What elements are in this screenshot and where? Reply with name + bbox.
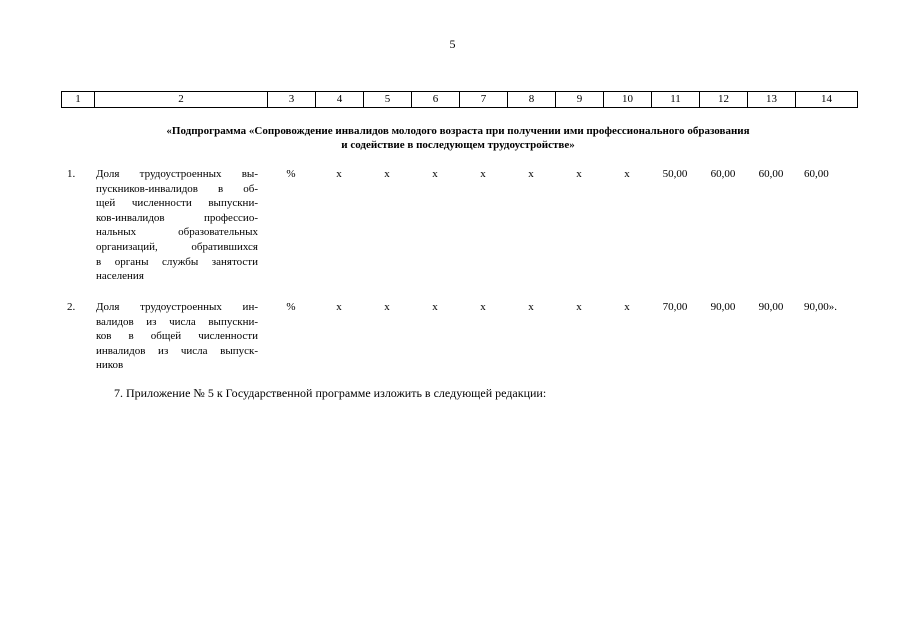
- row-number: 1.: [67, 168, 76, 180]
- column-header-12: 12: [700, 92, 748, 107]
- value-cell: х: [384, 168, 390, 180]
- value-cell: х: [624, 301, 630, 313]
- column-header-10: 10: [604, 92, 652, 107]
- value-cell: х: [432, 168, 438, 180]
- value-cell: 50,00: [662, 168, 688, 180]
- value-cell: х: [480, 301, 486, 313]
- value-cell: х: [336, 168, 342, 180]
- indicator-name-line: ков-инвалидов профессио-: [96, 211, 258, 224]
- value-cell: 70,00: [662, 301, 688, 313]
- column-header-13: 13: [748, 92, 796, 107]
- indicator-name: [96, 167, 258, 284]
- row-number: 2.: [67, 301, 76, 313]
- indicator-name-line: ков в общей численности: [96, 330, 258, 343]
- indicator-name-line: нальных образовательных: [96, 226, 258, 239]
- value-cell: х: [624, 168, 630, 180]
- value-cell: х: [384, 301, 390, 313]
- value-cell: 90,00: [758, 301, 784, 313]
- subprogram-title: [61, 124, 855, 152]
- indicator-name-line: валидов из числа выпускни-: [96, 315, 258, 328]
- page-number: 5: [449, 37, 456, 51]
- value-cell: х: [480, 168, 486, 180]
- indicator-name-line: щей численности выпускни-: [96, 197, 258, 210]
- value-cell: 90,00: [710, 301, 736, 313]
- table-header-row: [61, 91, 858, 108]
- unit-cell: %: [286, 168, 296, 180]
- indicator-name-line: Доля трудоустроенных ин-: [96, 301, 258, 313]
- subprogram-title-line-2: и содействие в последующем трудоустройстве»: [341, 139, 575, 151]
- indicator-name-line: инвалидов из числа выпуск-: [96, 344, 258, 357]
- subprogram-title-line-1: «Подпрограмма «Сопровождение инвалидов молодого возраста при получении ими профессионального образования: [166, 125, 750, 137]
- column-header-7: 7: [460, 92, 508, 107]
- indicator-name-line: организаций, обратившихся: [96, 240, 258, 253]
- value-cell: 90,00».: [804, 301, 837, 313]
- column-header-3: 3: [268, 92, 316, 107]
- value-cell: х: [336, 301, 342, 313]
- value-cell: х: [432, 301, 438, 313]
- column-header-4: 4: [316, 92, 364, 107]
- indicator-name-line: населения: [96, 270, 144, 283]
- indicator-name: [96, 300, 258, 373]
- indicator-name-line: ников: [96, 359, 124, 372]
- indicator-name-line: в органы службы занятости: [96, 255, 258, 268]
- value-cell: 60,00: [804, 168, 829, 180]
- footnote-text: 7. Приложение № 5 к Государственной программе изложить в следующей редакции:: [114, 386, 547, 400]
- column-header-14: 14: [796, 92, 858, 107]
- indicator-name-line: Доля трудоустроенных вы-: [96, 168, 258, 180]
- column-header-5: 5: [364, 92, 412, 107]
- value-cell: 60,00: [758, 168, 784, 180]
- indicator-name-line: пускников-инвалидов в об-: [96, 182, 258, 195]
- value-cell: х: [528, 168, 534, 180]
- value-cell: х: [528, 301, 534, 313]
- column-header-8: 8: [508, 92, 556, 107]
- column-header-9: 9: [556, 92, 604, 107]
- unit-cell: %: [286, 301, 296, 313]
- column-header-2: 2: [95, 92, 268, 107]
- value-cell: х: [576, 301, 582, 313]
- column-header-6: 6: [412, 92, 460, 107]
- column-header-1: 1: [62, 92, 95, 107]
- value-cell: 60,00: [710, 168, 736, 180]
- column-header-11: 11: [652, 92, 700, 107]
- value-cell: х: [576, 168, 582, 180]
